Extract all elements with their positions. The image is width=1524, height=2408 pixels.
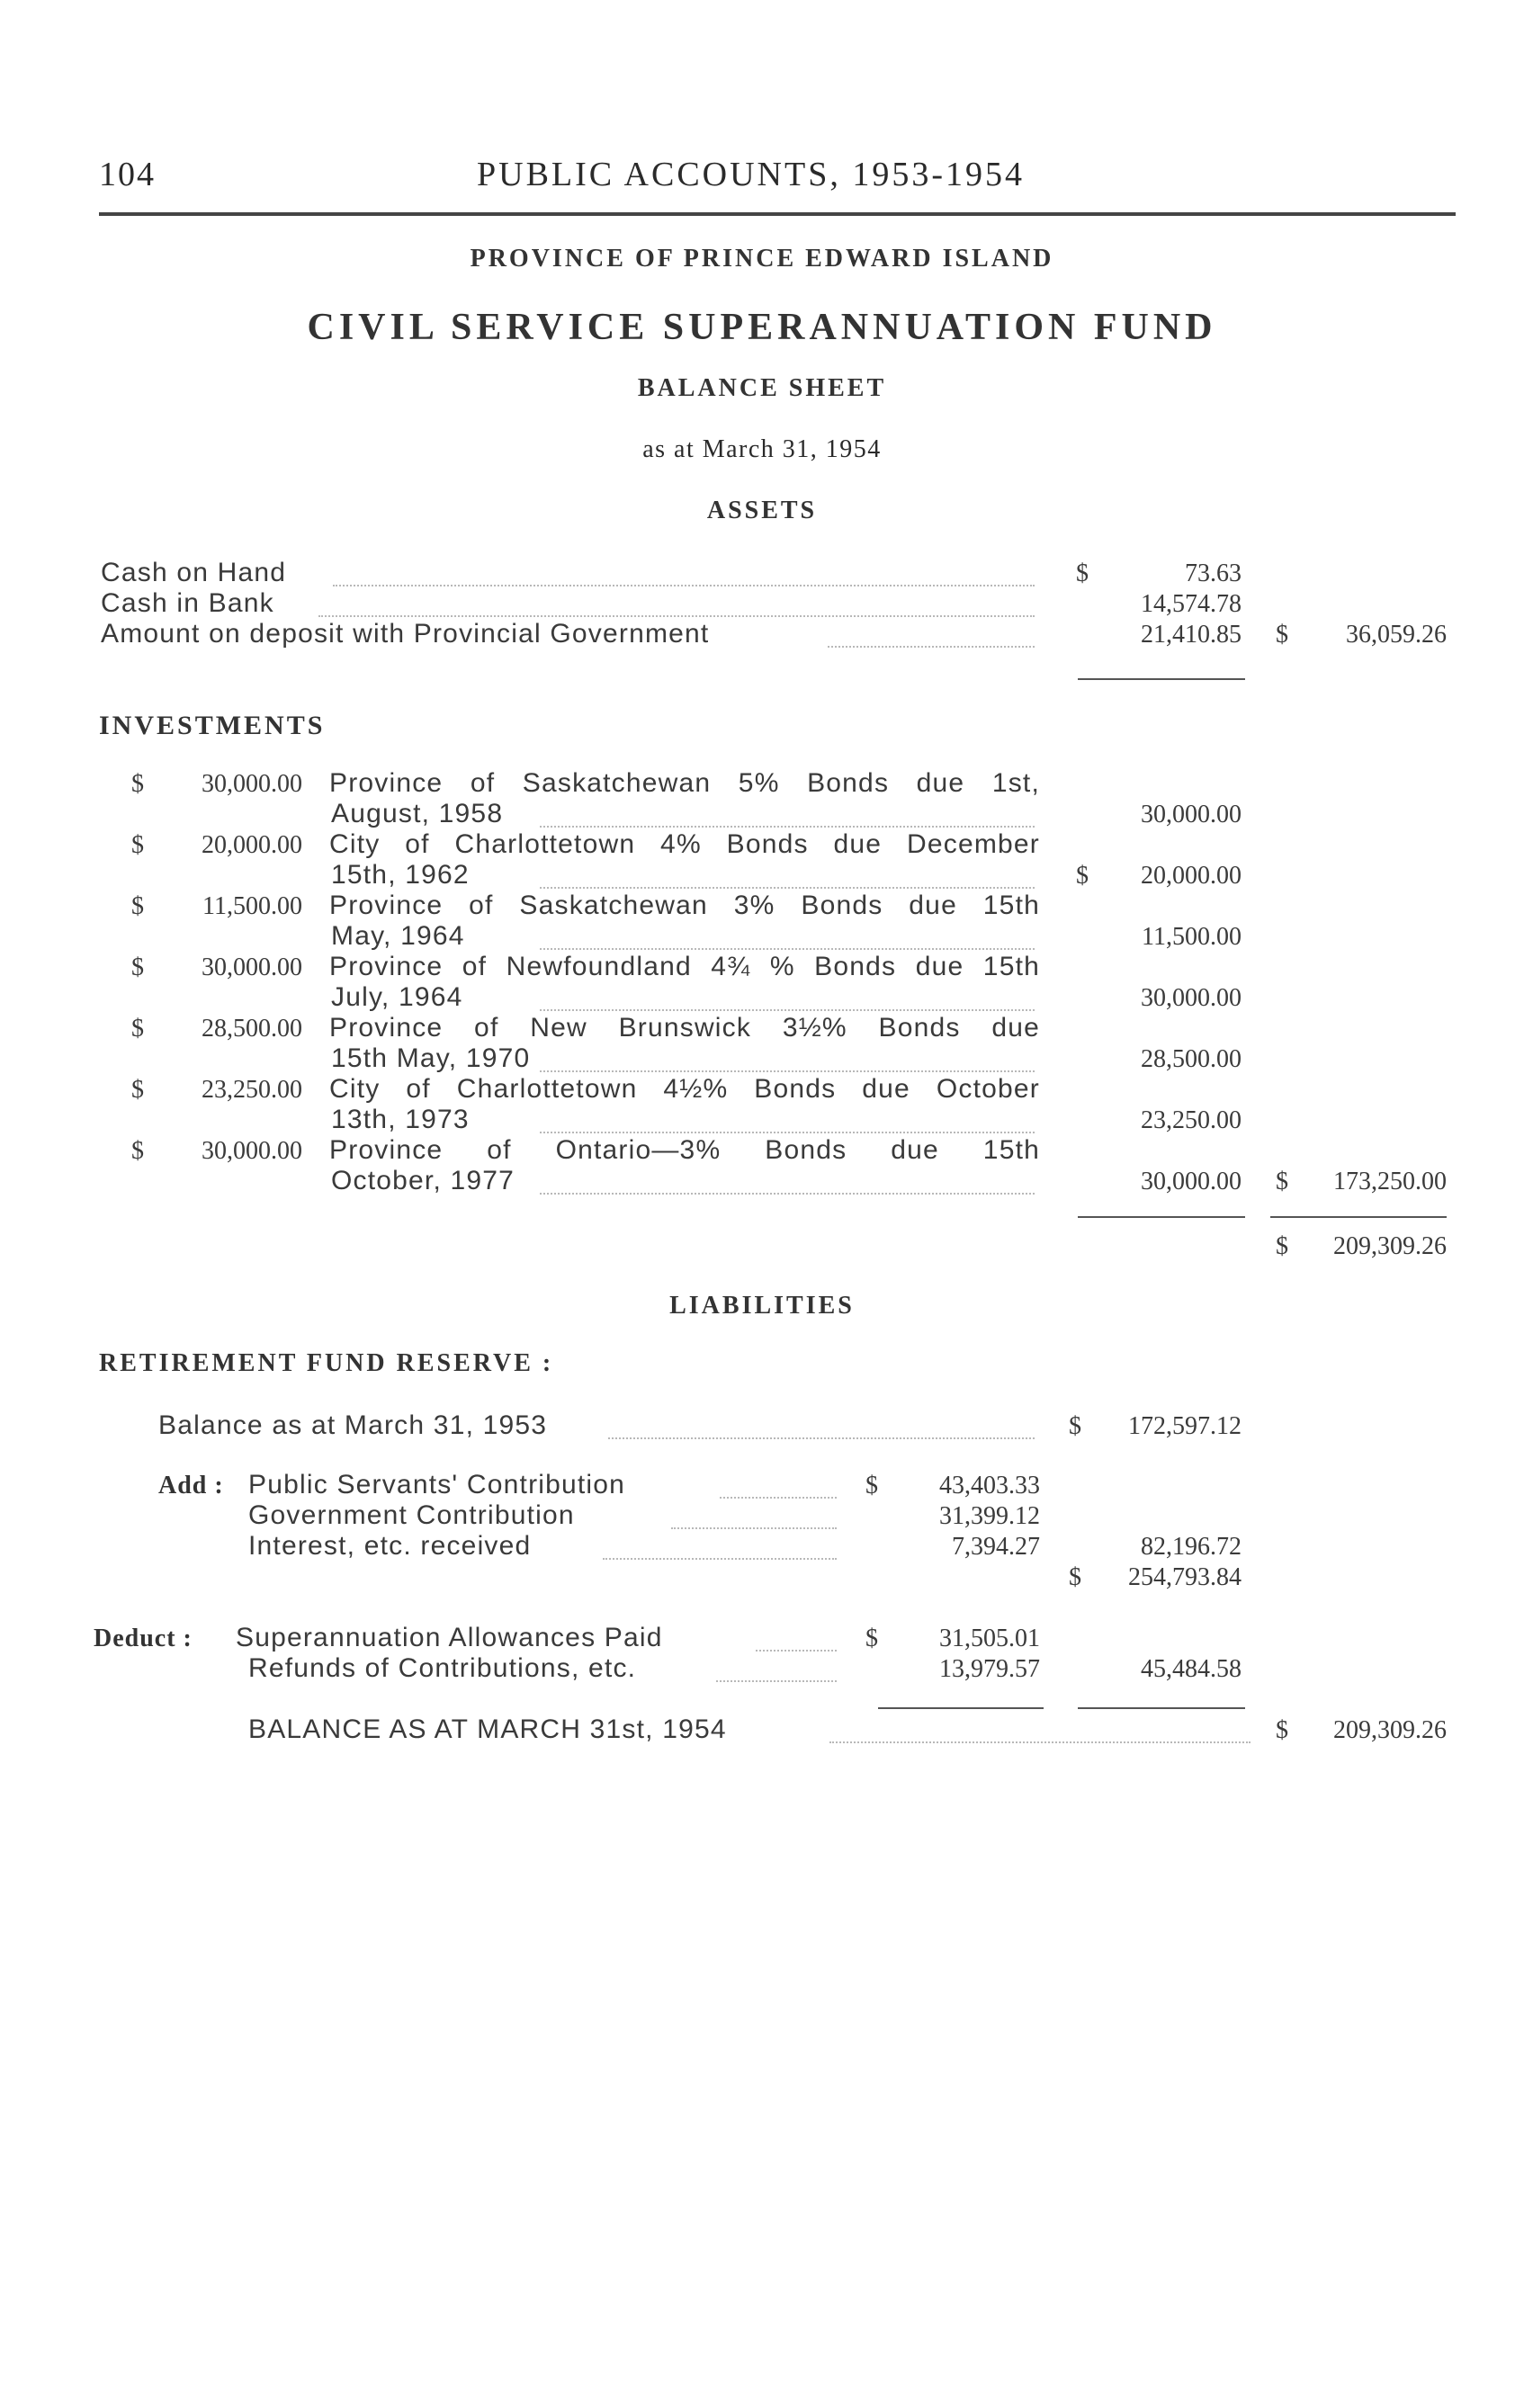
fund-title: CIVIL SERVICE SUPERANNUATION FUND: [307, 307, 1217, 348]
grand-total-rule: [1270, 1216, 1447, 1218]
asset-label: Cash in Bank: [101, 588, 274, 618]
opening-balance-label: Balance as at March 31, 1953: [158, 1410, 548, 1440]
add-subtotal: 82,196.72: [1141, 1533, 1242, 1561]
sheet-title: BALANCE SHEET: [637, 374, 887, 402]
page-number: 104: [99, 156, 156, 193]
leader-dots: [540, 887, 1035, 889]
leader-dots: [603, 1558, 837, 1560]
add-label: Add :: [158, 1472, 224, 1499]
investment-description: Province of Saskatchewan 3% Bonds due 15th: [329, 891, 1040, 920]
investment-description-cont: August, 1958: [331, 799, 504, 828]
opening-amount: 172,597.12: [1128, 1412, 1242, 1440]
leader-dots: [540, 1193, 1035, 1195]
leader-dots: [608, 1437, 1035, 1439]
opening-dollar: $: [1069, 1412, 1081, 1440]
investment-description: Province of New Brunswick 3½% Bonds due: [329, 1013, 1040, 1043]
investment-face-dollar: $: [131, 1137, 144, 1165]
add-item-label: Public Servants' Contribution: [248, 1470, 626, 1499]
leader-dots: [829, 1741, 1251, 1743]
asset-amount: 14,574.78: [1141, 590, 1242, 618]
investment-amount: 30,000.00: [1141, 1168, 1242, 1195]
investment-description-cont: July, 1964: [331, 982, 463, 1012]
investments-total: 173,250.00: [1333, 1168, 1447, 1195]
grand-total-dollar: $: [1276, 1232, 1288, 1260]
deduct-item-amount: 31,505.01: [939, 1625, 1040, 1652]
assets-total: 36,059.26: [1346, 621, 1447, 649]
assets-heading: ASSETS: [706, 497, 818, 524]
header-rule: [99, 212, 1456, 216]
asset-dollar: $: [1076, 559, 1089, 587]
deduct-subtotal-rule: [1078, 1707, 1245, 1709]
leader-dots: [540, 1132, 1035, 1133]
assets-total-dollar: $: [1276, 621, 1288, 649]
investment-face-value: 20,000.00: [202, 831, 302, 859]
closing-balance-label: BALANCE AS AT MARCH 31st, 1954: [248, 1714, 727, 1744]
running-title: PUBLIC ACCOUNTS, 1953-1954: [477, 156, 1025, 193]
leader-dots: [716, 1680, 837, 1682]
leader-dots: [540, 1070, 1035, 1072]
leader-dots: [540, 1009, 1035, 1011]
assets-rule: [1078, 678, 1245, 680]
asset-label: Cash on Hand: [101, 558, 287, 587]
investment-face-value: 30,000.00: [202, 770, 302, 798]
investments-total-dollar: $: [1276, 1168, 1288, 1195]
investment-face-dollar: $: [131, 831, 144, 859]
investment-amount: 28,500.00: [1141, 1045, 1242, 1073]
investment-face-value: 11,500.00: [202, 892, 302, 920]
asset-amount: 73.63: [1185, 559, 1242, 587]
leader-dots: [333, 585, 1035, 586]
investment-face-dollar: $: [131, 1015, 144, 1043]
investment-description: Province of Saskatchewan 5% Bonds due 1st,: [329, 768, 1040, 798]
closing-dollar: $: [1276, 1716, 1288, 1744]
investment-description: Province of Ontario—3% Bonds due 15th: [329, 1135, 1040, 1165]
add-item-amount: 7,394.27: [952, 1533, 1040, 1561]
leader-dots: [318, 615, 1035, 617]
running-total-dollar: $: [1069, 1563, 1081, 1591]
investment-description-cont: 13th, 1973: [331, 1105, 470, 1134]
investment-description: Province of Newfoundland 4¾ % Bonds due 15th: [329, 952, 1040, 981]
investment-amount: 20,000.00: [1141, 862, 1242, 890]
province-heading: PROVINCE OF PRINCE EDWARD ISLAND: [470, 245, 1054, 273]
leader-dots: [720, 1497, 837, 1499]
investment-amount: 11,500.00: [1142, 923, 1242, 951]
deduct-item-label: Superannuation Allowances Paid: [236, 1623, 663, 1652]
investment-description: City of Charlottetown 4% Bonds due December: [329, 829, 1040, 859]
investments-rule: [1078, 1216, 1245, 1218]
investment-amount: 30,000.00: [1141, 984, 1242, 1012]
investment-description-cont: May, 1964: [331, 921, 465, 951]
investment-description: City of Charlottetown 4½% Bonds due October: [329, 1074, 1040, 1104]
asset-amount: 21,410.85: [1141, 621, 1242, 649]
add-item-dollar: $: [865, 1472, 878, 1499]
investment-face-dollar: $: [131, 770, 144, 798]
investment-description-cont: 15th May, 1970: [331, 1043, 531, 1073]
deduct-item-dollar: $: [865, 1625, 878, 1652]
deduct-label: Deduct :: [94, 1625, 193, 1652]
leader-dots: [828, 646, 1035, 648]
leader-dots: [540, 826, 1035, 828]
investment-face-dollar: $: [131, 892, 144, 920]
deduct-item-label: Refunds of Contributions, etc.: [248, 1653, 637, 1683]
liabilities-heading: LIABILITIES: [669, 1292, 855, 1320]
investments-heading: INVESTMENTS: [99, 711, 326, 740]
investment-description-cont: 15th, 1962: [331, 860, 470, 890]
investment-amount: 23,250.00: [1141, 1106, 1242, 1134]
investment-face-value: 23,250.00: [202, 1076, 302, 1104]
add-item-label: Government Contribution: [248, 1500, 575, 1530]
investment-column-dollar: $: [1076, 862, 1089, 890]
leader-dots: [671, 1527, 837, 1529]
deduct-rule: [878, 1707, 1044, 1709]
add-item-amount: 31,399.12: [939, 1502, 1040, 1530]
deduct-item-amount: 13,979.57: [939, 1655, 1040, 1683]
investment-description-cont: October, 1977: [331, 1166, 515, 1195]
investment-face-value: 30,000.00: [202, 953, 302, 981]
investment-face-value: 28,500.00: [202, 1015, 302, 1043]
leader-dots: [756, 1650, 837, 1652]
closing-amount: 209,309.26: [1333, 1716, 1447, 1744]
deduct-subtotal: 45,484.58: [1141, 1655, 1242, 1683]
asset-label: Amount on deposit with Provincial Government: [101, 619, 710, 649]
reserve-heading: RETIREMENT FUND RESERVE :: [99, 1349, 554, 1377]
grand-total: 209,309.26: [1333, 1232, 1447, 1260]
investment-amount: 30,000.00: [1141, 801, 1242, 828]
running-total: 254,793.84: [1128, 1563, 1242, 1591]
investment-face-dollar: $: [131, 953, 144, 981]
investment-face-dollar: $: [131, 1076, 144, 1104]
investment-face-value: 30,000.00: [202, 1137, 302, 1165]
add-item-amount: 43,403.33: [939, 1472, 1040, 1499]
add-item-label: Interest, etc. received: [248, 1531, 532, 1561]
sheet-date: as at March 31, 1954: [642, 435, 882, 463]
leader-dots: [540, 948, 1035, 950]
